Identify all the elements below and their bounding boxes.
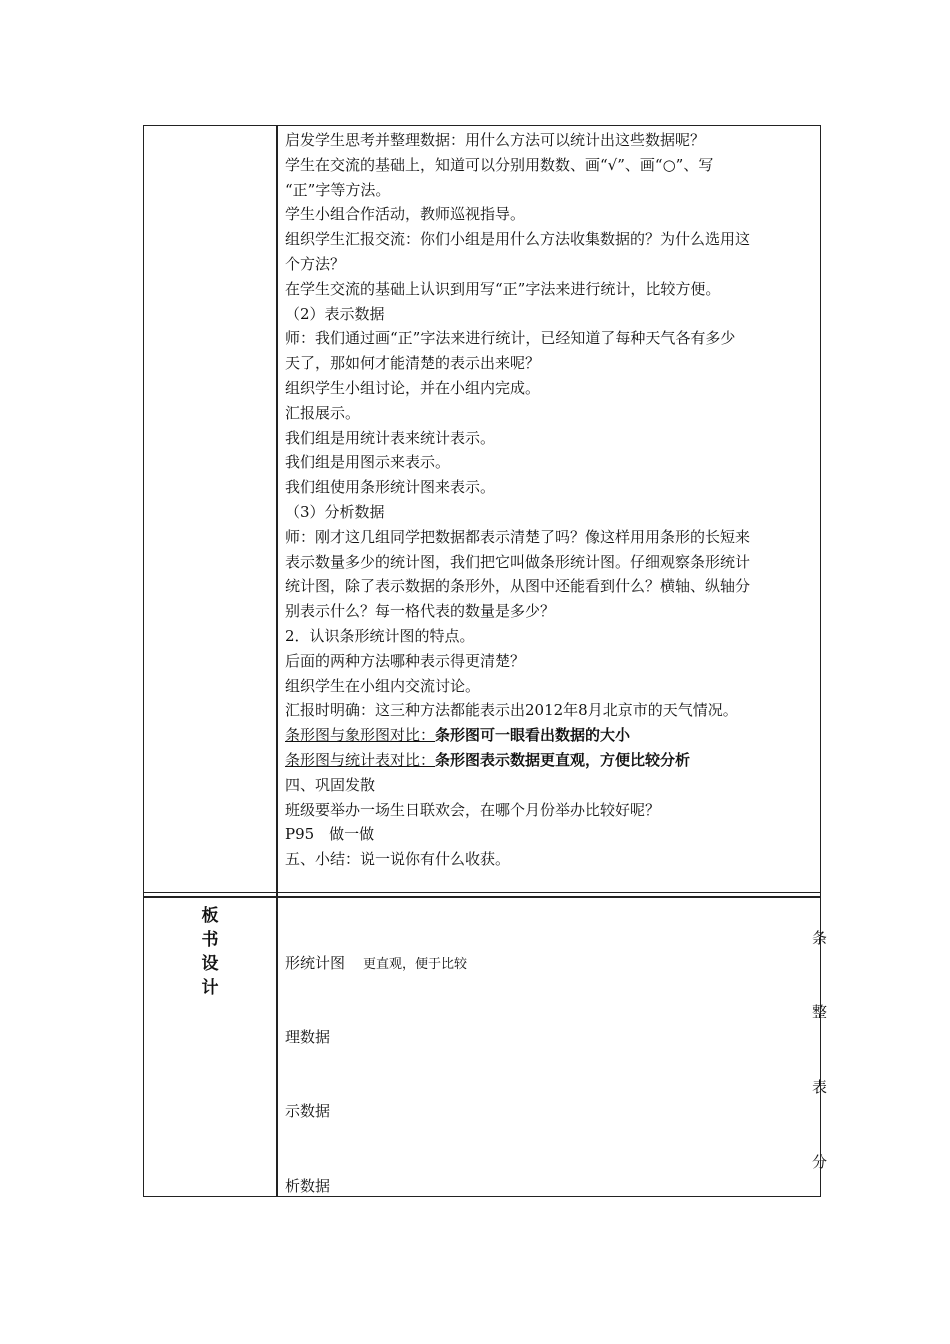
- text-line: 组织学生汇报交流：你们小组是用什么方法收集数据的？为什么选用这: [285, 230, 751, 249]
- text-line: （2）表示数据: [285, 304, 385, 323]
- text-line: 天了，那如何才能清楚的表示出来呢？: [285, 354, 541, 373]
- text-line: 个方法？: [285, 254, 346, 273]
- text-line: 组织学生小组讨论，并在小组内完成。: [285, 378, 541, 397]
- text-line: 后面的两种方法哪种表示得更清楚？: [285, 651, 526, 670]
- board-line-3: 示数据: [285, 1102, 331, 1120]
- text-line: 在学生交流的基础上认识到用写“正”字法来进行统计，比较方便。: [285, 279, 721, 298]
- board-line-1-note: 更直观，便于比较: [363, 957, 468, 972]
- teaching-process-cell: [285, 128, 810, 872]
- text-line: 五、小结：说一说你有什么收获。: [285, 850, 511, 869]
- board-line-1: [285, 953, 467, 975]
- text-line: 师：刚才这几组同学把数据都表示清楚了吗？像这样用用条形的长短来: [285, 527, 751, 546]
- text-line: 组织学生在小组内交流讨论。: [285, 676, 481, 695]
- text-line: 我们组是用统计表来统计表示。: [285, 428, 496, 447]
- text-line: 师：我们通过画“正”字法来进行统计，已经知道了每种天气各有多少: [285, 329, 736, 348]
- board-design-label: [196, 904, 224, 1000]
- board-line-4: 析数据: [285, 1177, 331, 1195]
- board-right-char: 条: [812, 929, 828, 947]
- row-divider-bottom: [143, 896, 821, 898]
- board-label-char: 板: [201, 906, 219, 926]
- comparison-conclusion-1: 条形图可一眼看出数据的大小: [435, 726, 631, 745]
- column-divider: [276, 125, 278, 1197]
- text-line: 学生在交流的基础上，知道可以分别用数数、画“√”、画“○”、写: [285, 155, 714, 174]
- comparison-conclusion-2: 条形图表示数据更直观，方便比较分析: [435, 750, 691, 769]
- text-line: 四、巩固发散: [285, 775, 376, 794]
- text-line: “正”字等方法。: [285, 180, 391, 199]
- board-right-char: 表: [812, 1078, 828, 1096]
- board-line-1-main: 形统计图: [285, 954, 346, 972]
- lesson-lines: [285, 128, 810, 723]
- text-line: 2．认识条形统计图的特点。: [285, 626, 475, 645]
- text-line: P95 做一做: [285, 825, 375, 844]
- text-line: 学生小组合作活动，教师巡视指导。: [285, 205, 526, 224]
- tail-lines: [285, 773, 810, 872]
- text-line: 班级要举办一场生日联欢会，在哪个月份举办比较好呢？: [285, 800, 661, 819]
- board-right-char: 整: [812, 1003, 828, 1021]
- row-divider-top: [143, 892, 821, 893]
- board-label-char: 书: [201, 930, 219, 950]
- text-line: （3）分析数据: [285, 502, 385, 521]
- text-line: 汇报时明确：这三种方法都能表示出2012年8月北京市的天气情况。: [285, 701, 738, 720]
- text-line: 统计图，除了表示数据的条形外，从图中还能看到什么？横轴、纵轴分: [285, 577, 751, 596]
- comparison-label-1: 条形图与象形图对比：: [285, 726, 436, 745]
- board-line-2: 理数据: [285, 1028, 331, 1046]
- board-label-char: 设: [201, 954, 219, 974]
- text-line: 启发学生思考并整理数据：用什么方法可以统计出这些数据呢？: [285, 131, 706, 149]
- text-line: 表示数量多少的统计图，我们把它叫做条形统计图。仔细观察条形统计: [285, 552, 751, 571]
- text-line: 别表示什么？每一格代表的数量是多少？: [285, 602, 556, 621]
- text-line: 我们组使用条形统计图来表示。: [285, 478, 496, 497]
- comparison-row-2: [285, 748, 810, 773]
- board-right-char: 分: [812, 1153, 828, 1171]
- comparison-row-1: [285, 723, 810, 748]
- board-label-char: 计: [201, 978, 219, 998]
- text-line: 汇报展示。: [285, 403, 361, 422]
- comparison-label-2: 条形图与统计表对比：: [285, 750, 436, 769]
- text-line: 我们组是用图示来表示。: [285, 453, 451, 472]
